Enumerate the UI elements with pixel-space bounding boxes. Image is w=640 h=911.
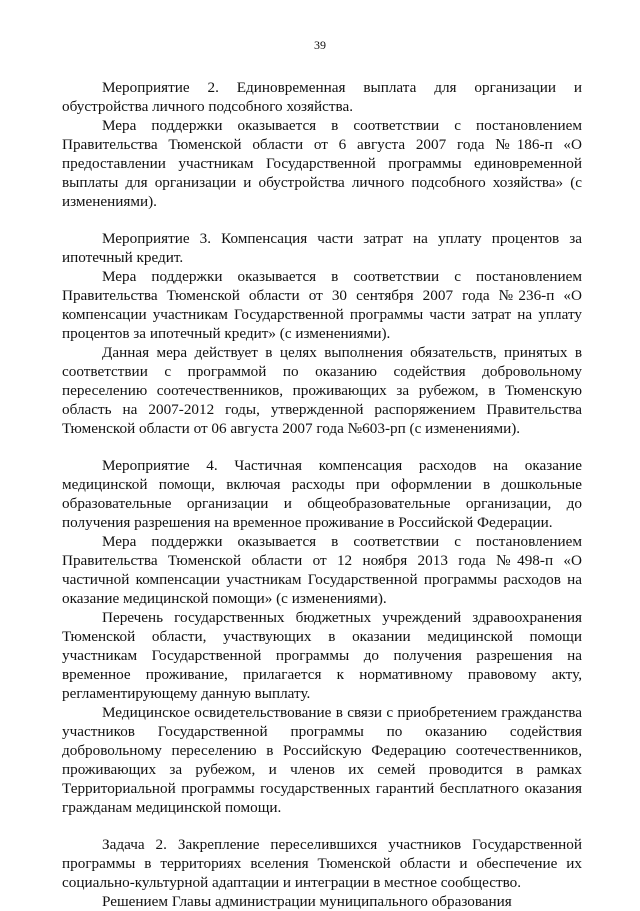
paragraph-measure-3-scope: Данная мера действует в целях выполнения обязательств, принятых в соответствии с программой по оказанию содействия добровольному переселению соотечественников, проживающих за рубежом, в Тюменскую область на 2007-2012 годы, утвержденной распоряжением Правительства Тюменской области от 06 августа 2007 года №603-рп (с изменениями). xyxy=(62,344,582,437)
paragraph-measure-3: Мероприятие 3. Компенсация части затрат на уплату процентов за ипотечный кредит. xyxy=(62,230,582,266)
paragraph-measure-2: Мероприятие 2. Единовременная выплата для организации и обустройства личного подсобного хозяйства. xyxy=(62,79,582,115)
document-body xyxy=(62,78,582,911)
paragraph-measure-2-basis: Мера поддержки оказывается в соответствии с постановлением Правительства Тюменской области от 6 августа 2007 года №186-п «О предоставлении участникам Государственной программы единовременной выплаты для организации и обустройства личного подсобного хозяйства» (с изменениями). xyxy=(62,117,582,210)
paragraph-measure-4: Мероприятие 4. Частичная компенсация расходов на оказание медицинской помощи, включая расходы при оформлении в дошкольные образовательные организации и общеобразовательные организации, до получения разрешения на временное проживание в Российской Федерации. xyxy=(62,457,582,531)
paragraph-decision: Решением Главы администрации муниципального образования xyxy=(102,893,512,910)
paragraph-measure-3-basis: Мера поддержки оказывается в соответствии с постановлением Правительства Тюменской области от 30 сентября 2007 года №236-п «О компенсации участникам Государственной программы части затрат на уплату процентов за ипотечный кредит» (с изменениями). xyxy=(62,268,582,342)
paragraph-healthcare-list: Перечень государственных бюджетных учреждений здравоохранения Тюменской области, участвующих в оказании медицинской помощи участникам Государственной программы до получения разрешения на временное проживание, прилагается к нормативному правовому акту, регламентирующему данную выплату. xyxy=(62,609,582,702)
paragraph-medical-examination: Медицинское освидетельствование в связи с приобретением гражданства участников Государственной программы по оказанию содействия добровольному переселению в Российскую Федерацию соотечественников, проживающих за рубежом, и членов их семей проводится в рамках Территориальной программы государственных гарантий бесплатного оказания гражданам медицинской помощи. xyxy=(62,704,582,816)
paragraph-measure-4-basis: Мера поддержки оказывается в соответствии с постановлением Правительства Тюменской области от 12 ноября 2013 года №498-п «О частичной компенсации участникам Государственной программы расходов на оказание медицинской помощи» (с изменениями). xyxy=(62,533,582,607)
page-number: 39 xyxy=(314,38,326,52)
paragraph-task-2: Задача 2. Закрепление переселившихся участников Государственной программы в территориях вселения Тюменской области и обеспечение их социально-культурной адаптации и интеграции в местное сообщество. xyxy=(62,836,582,891)
